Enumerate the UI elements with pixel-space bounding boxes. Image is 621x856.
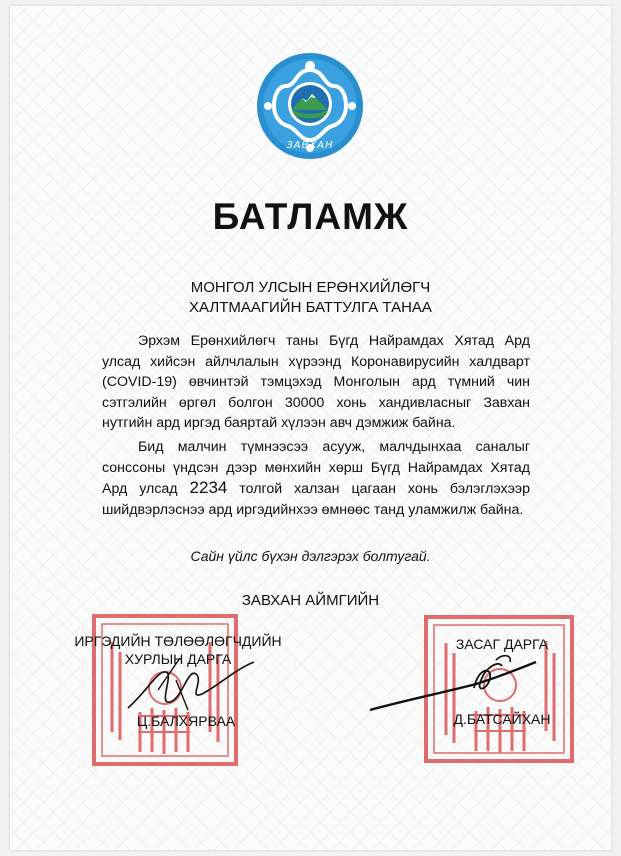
paragraph-2	[102, 437, 530, 520]
document-title: БАТЛАМЖ	[212, 196, 409, 237]
closing-wish: Сайн үйлс бүхэн дэлгэрэх болтугай.	[190, 548, 431, 564]
right-signatory-name: Д.БАТСАЙХАН	[453, 711, 551, 727]
logo-text: ЗАВХАН	[286, 140, 334, 151]
paragraph-2-start: Бид малчин түмнээсээ асууж, малчдынхаа саналыг сонссоны үндсэн дээр мөнхийн хөрш Бүгд Найрамдах Хятад Ард улсад	[102, 439, 530, 497]
left-role-line2: ХУРЛЫН ДАРГА	[124, 651, 232, 667]
addressee	[0, 278, 621, 318]
paragraph-2-end: толгой халзан цагаан хонь бэлэглэхээр шийдвэрлэснээ ард иргэдийнхээ өмнөөс танд уламжилж байна.	[102, 481, 530, 518]
addressee-line1: МОНГОЛ УЛСЫН ЕРӨНХИЙЛӨГЧ	[190, 279, 431, 296]
right-handwritten-signature	[366, 648, 546, 718]
addressee-line2: ХАЛТМААГИЙН БАТТУЛГА ТАНАА	[189, 299, 432, 316]
left-role-line1: ИРГЭДИЙН ТӨЛӨӨЛӨГЧДИЙН	[74, 633, 282, 649]
left-handwritten-signature	[118, 650, 258, 720]
right-signatory-role: ЗАСАГ ДАРГА	[455, 636, 549, 652]
signature-organization: ЗАВХАН АЙМГИЙН	[241, 592, 380, 609]
sheep-count: 2234	[189, 478, 228, 497]
left-signatory-name: Ц.БАЛХЯРВАА	[136, 713, 236, 729]
paragraph-1: Эрхэм Ерөнхийлөгч таны Бүгд Найрамдах Хятад Ард улсад хийсэн айлчлалын хүрээнд Коронавирусийн халдварт (COVID-19) өвчинтэй тэмцэхэд Монголын ард түмний чин сэтгэлийн өргөл болгон 30000 хонь хандивласныг Завхан нутгийн ард иргэд баяртай хүлээн авч дэмжиж байна.	[102, 333, 530, 431]
